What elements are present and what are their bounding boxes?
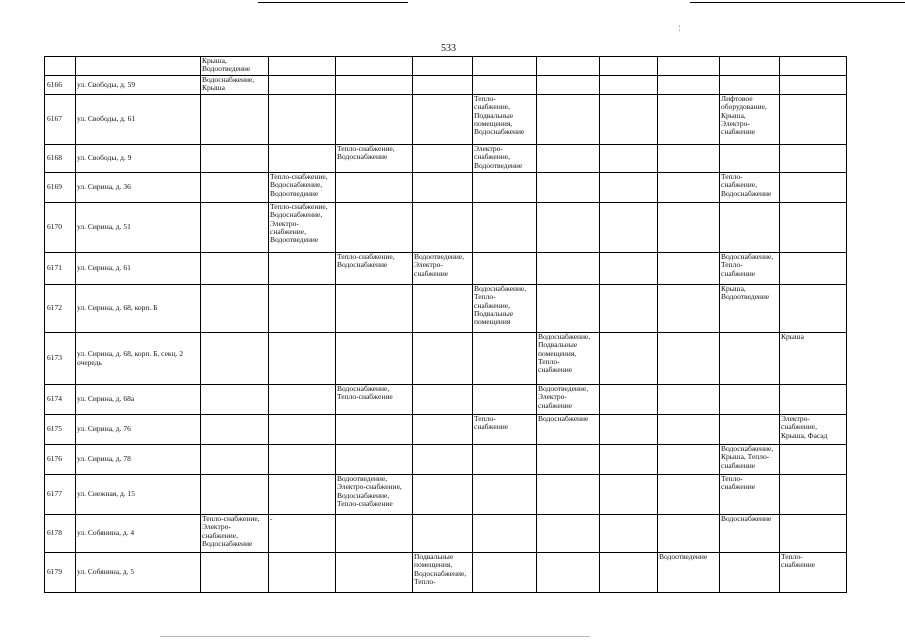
work-cell: [537, 57, 600, 76]
work-cell: [780, 95, 847, 145]
address-cell: ул. Сирина, д. 36: [76, 173, 201, 203]
work-cell: Тепло-снабжение, Водоснабжение: [336, 253, 413, 285]
work-cell: Водоснабжение, Крыша, Тепло- снабжение: [720, 445, 780, 475]
work-cell: [473, 553, 537, 593]
work-cell: [658, 76, 720, 95]
work-cell: [336, 203, 413, 253]
work-cell: [537, 76, 600, 95]
work-cell: [600, 95, 658, 145]
work-cell: [600, 203, 658, 253]
work-cell: [201, 173, 269, 203]
work-cell: [201, 95, 269, 145]
work-cell: [537, 475, 600, 515]
work-cell: [658, 415, 720, 445]
work-cell: Водоснабжение, Подвальные помещения, Тепло- снабжение: [537, 333, 600, 385]
work-cell: Крыша, Водоотведение: [720, 285, 780, 333]
page-number: 533: [441, 43, 456, 54]
address-cell: ул. Снежная, д. 15: [76, 475, 201, 515]
row-number: 6171: [45, 253, 76, 285]
work-cell: [600, 145, 658, 173]
work-cell: Тепло-снабжение, Водоснабжение, Электро- снабжение, Водоотведение: [269, 203, 336, 253]
work-cell: [269, 385, 336, 415]
work-cell: Водоснабжение: [720, 515, 780, 553]
table-row: [45, 145, 847, 173]
work-cell: [413, 285, 473, 333]
row-number: [45, 57, 76, 76]
work-cell: Тепло- снабжение: [720, 475, 780, 515]
work-cell: [720, 145, 780, 173]
work-cell: [600, 57, 658, 76]
row-number: 6166: [45, 76, 76, 95]
work-cell: [473, 385, 537, 415]
work-cell: [413, 515, 473, 553]
work-cell: [269, 95, 336, 145]
table-row: [45, 553, 847, 593]
work-cell: [780, 173, 847, 203]
work-cell: [269, 57, 336, 76]
work-cell: [537, 445, 600, 475]
work-cell: -: [269, 515, 336, 553]
address-cell: ул. Сирина, д. 68а: [76, 385, 201, 415]
work-cell: [658, 145, 720, 173]
work-cell: [413, 475, 473, 515]
work-cell: [201, 415, 269, 445]
work-cell: [600, 515, 658, 553]
work-cell: [269, 145, 336, 173]
work-cell: [537, 173, 600, 203]
work-cell: [269, 445, 336, 475]
work-cell: [658, 95, 720, 145]
work-cell: [413, 95, 473, 145]
work-cell: [600, 445, 658, 475]
work-cell: Тепло- снабжение: [780, 553, 847, 593]
address-cell: ул. Сирина, д. 61: [76, 253, 201, 285]
table-row: [45, 333, 847, 385]
work-cell: [537, 203, 600, 253]
scan-artifact-top-right: [690, 2, 905, 3]
work-cell: [201, 475, 269, 515]
work-cell: [658, 445, 720, 475]
work-cell: [269, 285, 336, 333]
work-cell: Тепло- снабжение, Водоснабжение: [720, 173, 780, 203]
work-cell: [780, 253, 847, 285]
work-cell: Крыша, Водоотведение: [201, 57, 269, 76]
work-cell: [201, 553, 269, 593]
table-row: [45, 285, 847, 333]
table-row: [45, 173, 847, 203]
work-cell: [473, 475, 537, 515]
address-cell: ул. Свободы, д. 59: [76, 76, 201, 95]
work-cell: [473, 76, 537, 95]
address-cell: ул. Свободы, д. 9: [76, 145, 201, 173]
work-cell: [336, 553, 413, 593]
row-number: 6175: [45, 415, 76, 445]
work-cell: [269, 553, 336, 593]
work-cell: Водоснабжение, Тепло-снабжение: [336, 385, 413, 415]
work-cell: [537, 145, 600, 173]
work-cell: [600, 285, 658, 333]
work-cell: [413, 173, 473, 203]
work-cell: [413, 57, 473, 76]
table-row: [45, 515, 847, 553]
work-cell: [336, 445, 413, 475]
work-cell: [336, 173, 413, 203]
work-cell: [413, 76, 473, 95]
work-cell: [600, 385, 658, 415]
address-cell: ул. Собянина, д. 5: [76, 553, 201, 593]
work-cell: [473, 57, 537, 76]
address-cell: [76, 57, 201, 76]
work-cell: [600, 333, 658, 385]
row-number: 6167: [45, 95, 76, 145]
scan-artifact-bottom: [160, 636, 590, 637]
work-cell: Водоотведение, Электро- снабжение: [413, 253, 473, 285]
work-cell: [658, 203, 720, 253]
table-row: [45, 253, 847, 285]
work-cell: Водоотведение, Электро-снабжение, Водоснабжение, Тепло-снабжение: [336, 475, 413, 515]
table-row: [45, 76, 847, 95]
work-cell: [269, 475, 336, 515]
work-cell: [720, 57, 780, 76]
work-cell: Водоснабжение, Тепло- снабжение, Подвальные помещения: [473, 285, 537, 333]
work-cell: [658, 285, 720, 333]
row-number: 6177: [45, 475, 76, 515]
work-cell: [473, 515, 537, 553]
work-cell: [537, 95, 600, 145]
work-cell: [473, 333, 537, 385]
work-cell: [336, 76, 413, 95]
work-cell: [600, 253, 658, 285]
work-cell: [720, 76, 780, 95]
work-cell: [537, 515, 600, 553]
work-cell: [780, 57, 847, 76]
work-cell: [336, 57, 413, 76]
work-cell: [600, 76, 658, 95]
work-cell: [658, 57, 720, 76]
work-cell: [658, 253, 720, 285]
work-cell: [780, 285, 847, 333]
work-cell: [269, 415, 336, 445]
work-cell: [336, 515, 413, 553]
work-cell: [720, 333, 780, 385]
address-cell: ул. Сирина, д. 68, корп. Б: [76, 285, 201, 333]
row-number: 6169: [45, 173, 76, 203]
address-cell: ул. Собянина, д. 4: [76, 515, 201, 553]
work-cell: [269, 253, 336, 285]
work-cell: [658, 515, 720, 553]
work-cell: [658, 385, 720, 415]
work-cell: [658, 475, 720, 515]
work-cell: [269, 333, 336, 385]
work-cell: [473, 203, 537, 253]
work-cell: [537, 553, 600, 593]
work-cell: [473, 445, 537, 475]
scan-mark: ¦: [679, 24, 681, 32]
table-row: [45, 475, 847, 515]
work-cell: Водоснабжение: [537, 415, 600, 445]
work-cell: [201, 333, 269, 385]
work-cell: Лифтовое оборудование, Крыша, Электро- снабжение: [720, 95, 780, 145]
work-cell: [780, 385, 847, 415]
work-cell: [413, 415, 473, 445]
table-row: [45, 57, 847, 76]
address-cell: ул. Сирина, д. 51: [76, 203, 201, 253]
work-cell: [780, 475, 847, 515]
row-number: 6173: [45, 333, 76, 385]
work-cell: Электро- снабжение, Крыша, Фасад: [780, 415, 847, 445]
work-cell: Водоснабжение, Крыша: [201, 76, 269, 95]
work-cell: [780, 445, 847, 475]
work-cell: [780, 76, 847, 95]
work-cell: [537, 285, 600, 333]
address-cell: ул. Свободы, д. 61: [76, 95, 201, 145]
address-cell: ул. Сирина, д. 78: [76, 445, 201, 475]
work-cell: [201, 203, 269, 253]
row-number: 6168: [45, 145, 76, 173]
row-number: 6174: [45, 385, 76, 415]
work-cell: Тепло- снабжение, Подвальные помещения, Водоснабжение: [473, 95, 537, 145]
work-cell: Электро- снабжение, Водоотведение: [473, 145, 537, 173]
work-cell: [720, 415, 780, 445]
work-cell: [201, 285, 269, 333]
address-cell: ул. Сирина, д. 68, корп. Б, секц. 2 очередь: [76, 333, 201, 385]
register-table: [44, 56, 847, 593]
table-row: [45, 95, 847, 145]
work-cell: Тепло-снабжение, Водоснабжение, Водоотведение: [269, 173, 336, 203]
work-cell: Тепло-снабжение, Водоснабжение: [336, 145, 413, 173]
register-table-body: [45, 57, 847, 593]
work-cell: [201, 385, 269, 415]
work-cell: [780, 145, 847, 173]
work-cell: [600, 415, 658, 445]
work-cell: [413, 445, 473, 475]
work-cell: Водоотведение: [658, 553, 720, 593]
work-cell: [537, 253, 600, 285]
work-cell: [780, 515, 847, 553]
work-cell: [473, 253, 537, 285]
row-number: 6179: [45, 553, 76, 593]
work-cell: [413, 385, 473, 415]
row-number: 6170: [45, 203, 76, 253]
work-cell: [201, 253, 269, 285]
work-cell: [269, 76, 336, 95]
work-cell: [600, 173, 658, 203]
work-cell: [336, 95, 413, 145]
work-cell: Водоотведение, Электро- снабжение: [537, 385, 600, 415]
work-cell: [413, 145, 473, 173]
work-cell: [336, 415, 413, 445]
work-cell: Подвальные помещения, Водоснабжение, Тепло-: [413, 553, 473, 593]
table-row: [45, 385, 847, 415]
work-cell: Тепло-снабжение, Электро- снабжение, Водоснабжение: [201, 515, 269, 553]
work-cell: [658, 173, 720, 203]
work-cell: [413, 203, 473, 253]
work-cell: [658, 333, 720, 385]
work-cell: [720, 385, 780, 415]
scan-artifact-top: [258, 2, 408, 3]
table-row: [45, 445, 847, 475]
work-cell: [201, 445, 269, 475]
row-number: 6172: [45, 285, 76, 333]
work-cell: [201, 145, 269, 173]
work-cell: [720, 553, 780, 593]
work-cell: [600, 475, 658, 515]
row-number: 6178: [45, 515, 76, 553]
work-cell: Водоснабжение, Тепло- снабжение: [720, 253, 780, 285]
work-cell: Крыша: [780, 333, 847, 385]
work-cell: [473, 173, 537, 203]
work-cell: [413, 333, 473, 385]
work-cell: Тепло- снабжение: [473, 415, 537, 445]
work-cell: [720, 203, 780, 253]
work-cell: [336, 285, 413, 333]
work-cell: [780, 203, 847, 253]
work-cell: [600, 553, 658, 593]
work-cell: [336, 333, 413, 385]
address-cell: ул. Сирина, д. 76: [76, 415, 201, 445]
table-row: [45, 415, 847, 445]
table-row: [45, 203, 847, 253]
row-number: 6176: [45, 445, 76, 475]
